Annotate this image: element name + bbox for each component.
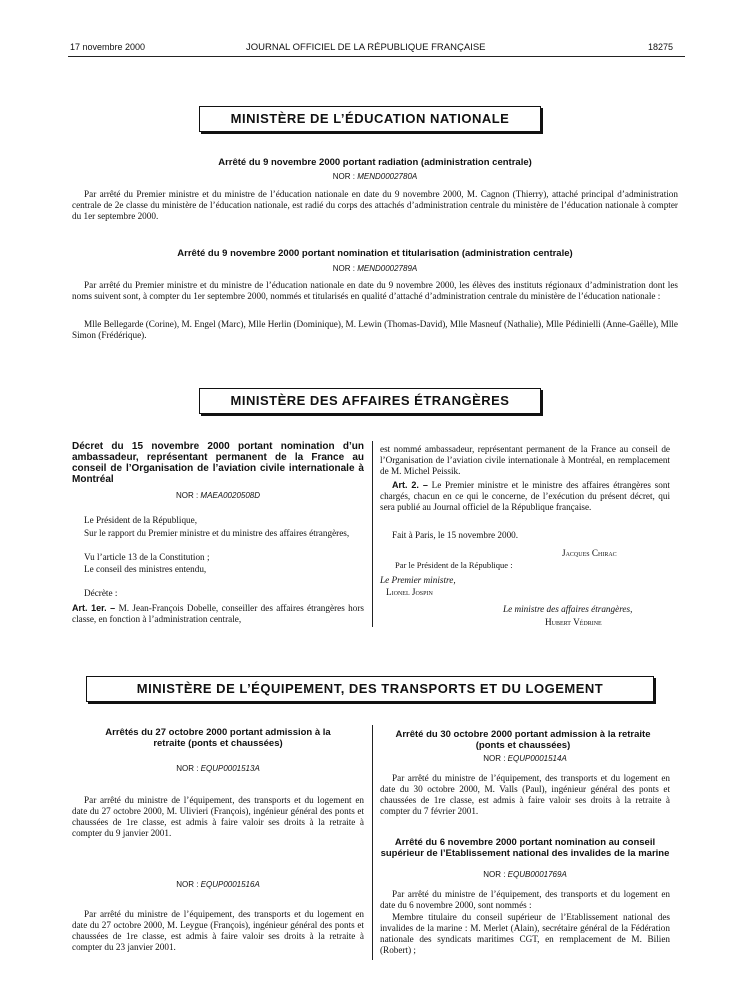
arrete-text-merlet: Membre titulaire du conseil supérieur de l’Etablissement national des invalides de la marine : M. Merlet (Alain), secrétaire général de la Fédération nationale des syndicats maritimes CGT, en remplacement de M. Bilien (Robert) ; (380, 912, 670, 955)
pm-title: Le Premier ministre, (380, 575, 456, 585)
nor-reference: NOR : MEND0002780A (332, 172, 418, 181)
par-le-president: Par le Président de la République : (395, 560, 513, 570)
arrete-title-retraite-valls: Arrêté du 30 octobre 2000 portant admission à la retraite (ponts et chaussées) (395, 729, 651, 751)
column-divider (372, 725, 373, 960)
decret-line-conseil: Le conseil des ministres entendu, (84, 564, 207, 574)
signature-jospin: Lionel Jospin (386, 587, 433, 597)
arretes-title-retraite: Arrêtés du 27 octobre 2000 portant admission à la retraite (ponts et chaussées) (105, 727, 331, 749)
decret-line-president: Le Président de la République, (84, 515, 198, 525)
arrete-title-conseil-enim: Arrêté du 6 novembre 2000 portant nomination au conseil supérieur de l’Etablissement national des invalides de la marine (380, 837, 670, 859)
arrete-text-leygue: Par arrêté du ministre de l’équipement, des transports et du logement en date du 27 octobre 2000, M. Leygue (François), ingénieur général des ponts et chaussées de 1re classe, est admis à faire valoir ses droits à la retraite à compter du 23 janvier 2001. (72, 909, 364, 952)
arrete-text-names: Mlle Bellegarde (Corine), M. Engel (Marc), Mlle Herlin (Dominique), M. Lewin (Thomas-David), Mlle Masneuf (Nathalie), Mlle Pédinielli (Anne-Gaëlle), Mlle Simon (Frédérique). (72, 319, 678, 340)
nor-reference: NOR : EQUB0001769A (483, 870, 567, 879)
decret-right-nomination: est nommé ambassadeur, représentant permanent de la France au conseil de l’Organisation de l’aviation civile internationale à Montréal, en remplacement de M. Michel Peissik. (380, 444, 670, 476)
signature-chirac: Jacques Chirac (562, 548, 617, 558)
decret-line-constitution: Vu l’article 13 de la Constitution ; (84, 552, 210, 562)
decret-decrete: Décrète : (84, 588, 118, 598)
decret-line-rapport: Sur le rapport du Premier ministre et du ministre des affaires étrangères, (84, 528, 350, 538)
decret-article-1: Art. 1er. – M. Jean-François Dobelle, conseiller des affaires étrangères hors classe, en fonction à l’administration centrale, (72, 603, 364, 624)
column-divider (372, 441, 373, 627)
arrete-text-valls: Par arrêté du ministre de l’équipement, des transports et du logement en date du 30 octobre 2000, M. Valls (Paul), ingénieur général des ponts et chaussées de 1re classe, est admis à faire valoir ses droits à la retraite à compter du 7 février 2001. (380, 773, 670, 816)
decret-article-2: Art. 2. – Le Premier ministre et le ministre des affaires étrangères sont chargés, chacun en ce qui le concerne, de l’exécution du présent décret, qui sera publié au Journal officiel de la République française. (380, 480, 670, 512)
journal-title: JOURNAL OFFICIEL DE LA RÉPUBLIQUE FRANÇAISE (246, 42, 486, 53)
nor-reference: NOR : EQUP0001513A (176, 764, 260, 773)
page-number: 18275 (648, 42, 674, 52)
header-date: 17 novembre 2000 (70, 42, 146, 52)
ministry-heading-education: MINISTÈRE DE L’ÉDUCATION NATIONALE (199, 106, 541, 132)
arrete-text-radiation: Par arrêté du Premier ministre et du ministre de l’éducation nationale en date du 9 novembre 2000, M. Cagnon (Thierry), attaché principal d’administration centrale de 2e classe du ministère de l’éducation nationale, est radié du corps des attachés d’administration centrale du ministère de l’éducation nationale à compter du 1er septembre 2000. (72, 189, 678, 221)
minister-title: Le ministre des affaires étrangères, (503, 604, 633, 614)
ministry-heading-foreign-affairs: MINISTÈRE DES AFFAIRES ÉTRANGÈRES (199, 388, 541, 414)
nor-reference: NOR : EQUP0001516A (176, 880, 260, 889)
arrete-title-radiation: Arrêté du 9 novembre 2000 portant radiation (administration centrale) (218, 157, 532, 168)
header-rule (68, 56, 685, 57)
arrete-text-nommes: Par arrêté du ministre de l’équipement, des transports et du logement en date du 6 novembre 2000, sont nommés : (380, 889, 670, 910)
arrete-title-nomination: Arrêté du 9 novembre 2000 portant nomination et titularisation (administration centrale) (177, 248, 573, 259)
decret-title: Décret du 15 novembre 2000 portant nomination d’un ambassadeur, représentant permanent de la France au conseil de l’Organisation de l’aviation civile internationale à Montréal (72, 441, 364, 485)
nor-reference: NOR : MAEA0020508D (175, 491, 261, 500)
arrete-text-nomination: Par arrêté du Premier ministre et du ministre de l’éducation nationale en date du 9 novembre 2000, les élèves des instituts régionaux d’administration dont les noms suivent sont, à compter du 1er septembre 2000, nommés et titularisés en qualité d’attaché d’administration centrale du ministère de l’éducation nationale : (72, 280, 678, 301)
nor-reference: NOR : EQUP0001514A (483, 754, 567, 763)
ministry-heading-equipement: MINISTÈRE DE L’ÉQUIPEMENT, DES TRANSPORTS ET DU LOGEMENT (86, 676, 654, 702)
decret-fait: Fait à Paris, le 15 novembre 2000. (392, 530, 519, 540)
arrete-text-ulivieri: Par arrêté du ministre de l’équipement, des transports et du logement en date du 27 octobre 2000, M. Ulivieri (François), ingénieur général des ponts et chaussées de 1re classe, est admis à faire valoir ses droits à la retraite à compter du 9 janvier 2001. (72, 795, 364, 838)
nor-reference: NOR : MEND0002789A (332, 264, 418, 273)
signature-vedrine: Hubert Védrine (545, 617, 602, 627)
